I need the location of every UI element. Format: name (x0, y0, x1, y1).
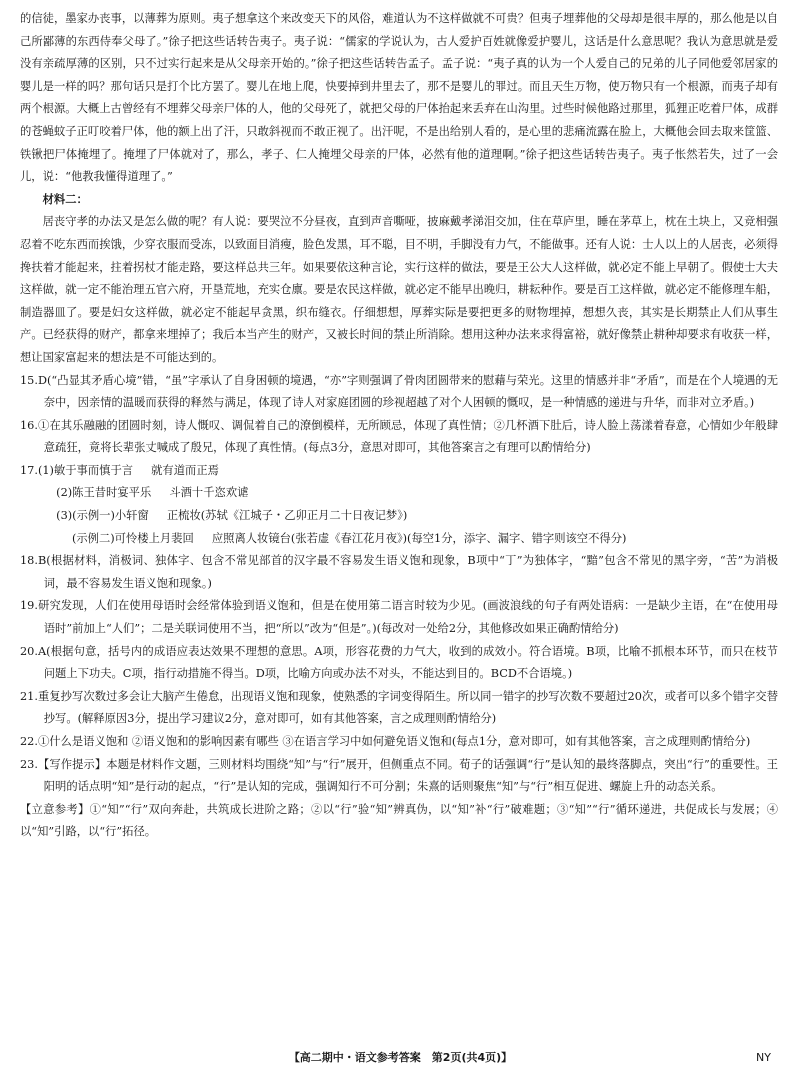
answer-19: 19.研究发现，人们在使用母语时会经常体验到语义饱和，但是在使用第二语言时较为少见。(画波浪线的句子有两处语病：一是缺少主语，在“在使用母语时”前加上“人们”；二是关联词使用不当，把“所以”改为“但是”。)(每改对一处给2分，其他修改如果正确酌情给分) (20, 599, 778, 636)
answer-17-line-2 (20, 482, 778, 505)
answer-17-3-part-b: 正梳妆(苏轼《江城子・乙卯正月二十日夜记梦》) (166, 509, 408, 523)
answer-17-2-part-a: (2)陈王昔时宴平乐 (56, 486, 152, 500)
answer-sheet-page (20, 8, 778, 844)
page-footer (0, 1048, 801, 1070)
answer-17-2-part-b: 斗酒十千恣欢谑 (169, 486, 249, 500)
answer-17-3-part-d: 应照离人妆镜台(张若虚《春江花月夜》)(每空1分，添字、漏字、错字则该空不得分) (211, 531, 627, 545)
answer-20: 20.A(根据句意，括号内的成语应表达效果不理想的意思。A项，形容花费的力气大，收到的成效小。符合语境。B项，比喻不抓根本环节，而只在枝节问题上下功夫。C项，指行动措施不得当。D项，比喻方向或办法不对头，不能达到目的。BCD不合语境。) (20, 644, 778, 681)
answer-22: 22.①什么是语义饱和 ②语义饱和的影响因素有哪些 ③在语言学习中如何避免语义饱和(每点1分，意对即可，如有其他答案，言之成理则酌情给分) (20, 735, 751, 748)
answer-21: 21.重复抄写次数过多会让大脑产生倦怠，出现语义饱和现象，使熟悉的字词变得陌生。所以同一错字的抄写次数不要超过20次，或者可以多个错字交替抄写。(解释原因3分，提出学习建议2分，意对即可，如有其他答案，言之成理则酌情给分) (20, 689, 778, 726)
answer-23-theme-ideas: 【立意参考】①“知”“行”双向奔赴，共筑成长进阶之路；②以“行”验“知”辨真伪，以“知”补“行”破难题；③“知”“行”循环递进，共促成长与发展；④以“知”引路，以“行”拓径。 (20, 802, 778, 839)
answer-18: 18.B(根据材料，消极词、独体字、包含不常见部首的汉字最不容易发生语义饱和现象，B项中“丁”为独体字，“黯”包含不常见的黑字旁，“苦”为消极词，最不容易发生语义饱和现象。) (20, 554, 778, 590)
answer-23-writing-hint: 23.【写作提示】本题是材料作文题，三则材料均围绕“知”与“行”展开，但侧重点不同。荀子的话强调“行”是认知的最终落脚点，突出“行”的重要性。王阳明的话点明“知”是行动的起点，“行”是认知的完成，强调知行不可分割；朱熹的话则聚焦“知”与“行”相互促进、螺旋上升的动态关系。 (20, 757, 778, 794)
answer-17-line-4 (20, 528, 778, 551)
passage-translation-1: 的信徒，墨家办丧事，以薄葬为原则。夷子想拿这个来改变天下的风俗，难道认为不这样做就不可贵？但夷子埋葬他的父母却是很丰厚的，那么他是以自己所鄙薄的东西侍奉父母了。”徐子把这些话转告夷子。夷子说：“儒家的学说认为，古人爱护百姓就像爱护婴儿，这话是什么意思呢？我认为意思就是爱没有亲疏厚薄的区别，只不过实行起来是从父母亲开始的。”徐子把这些话转告孟子。孟子说：“夷子真的认为一个人爱自己的兄弟的儿子同他爱邻居家的婴儿是一样的吗？那句话只是打个比方罢了。婴儿在地上爬，快要掉到井里去了，那不是婴儿的罪过。而且天生万物，使万物只有一个根源，而夷子却有两个根源。大概上古曾经有不埋葬父母亲尸体的人，他的父母死了，就把父母的尸体抬起来丢弃在山沟里。过些时候他路过那里，狐狸正吃着尸体，成群的苍蝇蚊子正叮咬着尸体，他的额上出了汗，只敢斜视而不敢正视了。出汗呢，不是出给别人看的，是心里的悲痛流露在脸上，大概他会回去取来筐篮、铁锹把尸体掩埋了。掩埋了尸体就对了，那么，孝子、仁人掩埋父母亲的尸体，必然有他的道理啊。”徐子把这些话转告夷子。夷子怅然若失，过了一会儿，说：“他教我懂得道理了。” (20, 12, 778, 184)
answer-17-3-part-a: (3)(示例一)小轩窗 (56, 509, 149, 523)
answer-15: 15.D(“凸显其矛盾心境”错，“虽”字承认了自身困顿的境遇，“亦”字则强调了骨肉团圆带来的慰藉与荣光。这里的情感并非“矛盾”，而是在个人境遇的无奈中，因亲情的温暖而获得的释然与满足，体现了诗人对家庭团圆的珍视超越了对个人困顿的慨叹，是一种情感的递进与升华，而非对立矛盾。) (20, 373, 778, 410)
answer-17-3-part-c: (示例二)可怜楼上月裴回 (71, 531, 194, 545)
material-2-heading: 材料二： (42, 192, 88, 206)
answer-17-1-part-a: 17.(1)敏于事而慎于言 (20, 463, 134, 477)
answer-17-line-1 (20, 460, 778, 483)
footer-code: NY (756, 1051, 771, 1064)
answer-17-line-3 (20, 505, 778, 528)
passage-material-2: 居丧守孝的办法又是怎么做的呢？有人说：要哭泣不分昼夜，直到声音嘶哑，披麻戴孝涕泪交加，住在草庐里，睡在茅草上，枕在土块上，又竞相强忍着不吃东西而挨饿，少穿衣服而受冻，以致面目消瘦，脸色发黑，耳不聪，目不明，手脚没有力气，不能做事。还有人说：士人以上的人居丧，必须得搀扶着才能起来，拄着拐杖才能走路，要这样总共三年。如果要依这种言论，实行这样的做法，要是王公大人这样做，就必定不能上早朝了。假使士大夫这样做，就一定不能治理五官六府，开垦荒地，充实仓廪。要是农民这样做，就必定不能早出晚归，耕耘种作。要是百工这样做，就必定不能修理车船，制造器皿了。要是妇女这样做，就必定不能起早贪黑，织布缝衣。仔细想想，厚葬实际是要把更多的财物埋掉，想想久丧，其实是长期禁止人们从事生产。已经获得的财产，都拿来埋掉了；我后本当产生的财产，又被长时间的禁止所消除。想用这种办法来求得富裕，就好像禁止耕种却要求有收获一样，想让国家富起来的想法是不可能达到的。 (20, 215, 778, 364)
footer-title: 【高二期中・语文参考答案 第2页(共4页)】 (288, 1051, 513, 1064)
answer-16: 16.①在其乐融融的团圆时刻，诗人慨叹、调侃着自己的潦倒模样，无所顾忌，体现了真性情；②几杯酒下肚后，诗人脸上荡漾着春意，心情如少年般肆意疏狂，竟将长辈张丈喊成了殷兄，体现了真性情。(每点3分，意思对即可，其他答案言之有理可以酌情给分) (20, 418, 778, 455)
answer-17-1-part-b: 就有道而正焉 (151, 463, 219, 477)
